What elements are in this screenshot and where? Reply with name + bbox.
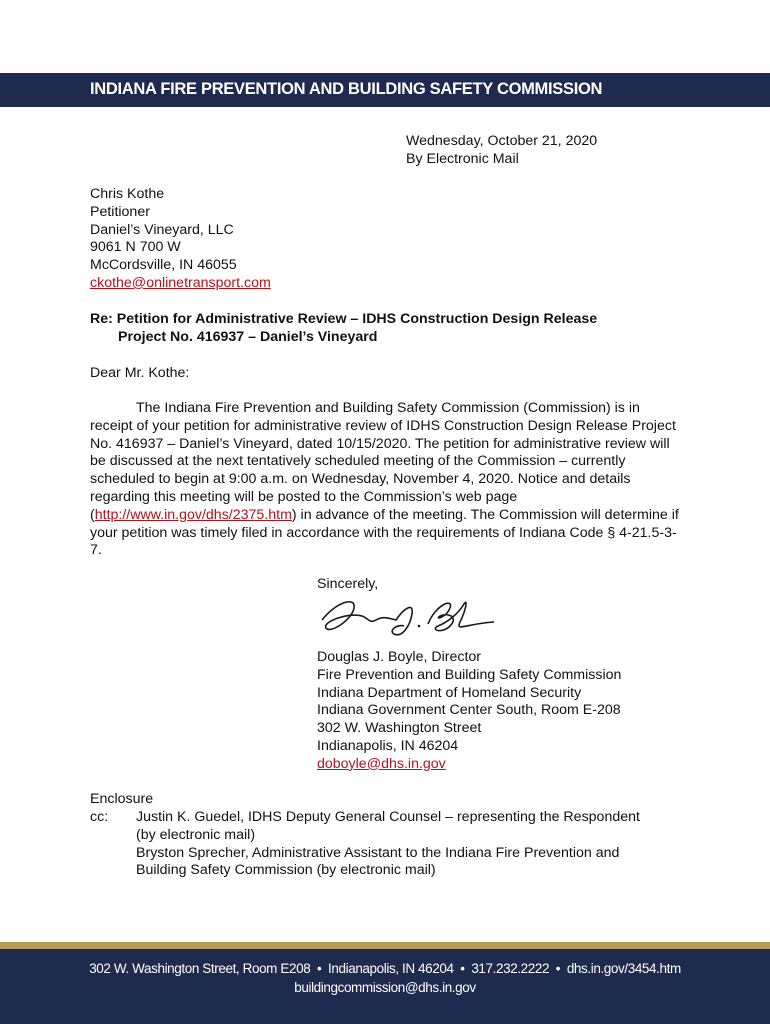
commission-web-link[interactable]: http://www.in.gov/dhs/2375.htm	[94, 506, 292, 523]
footer-email: buildingcommission@dhs.in.gov	[294, 980, 476, 995]
recipient-name: Chris Kothe	[90, 186, 165, 202]
delivery-method: By Electronic Mail	[406, 150, 519, 167]
cc-entry-2-line1: Bryston Sprecher, Administrative Assistant to the Indiana Fire Prevention and	[136, 844, 620, 861]
cc-entry-2-line2: Building Safety Commission (by electronic mail)	[136, 862, 436, 879]
body-paragraph	[90, 400, 682, 560]
cc-entry-1-line2: (by electronic mail)	[136, 826, 256, 843]
subject-line	[90, 311, 597, 347]
letter-date: Wednesday, October 21, 2020	[406, 133, 598, 149]
signer-block	[317, 649, 621, 774]
body-text-part1: The Indiana Fire Prevention and Building Safety Commission (Commission) is in receipt of your petition for administrative review of IDHS Construction Design Release Project No. 416937 – Daniel’s Vineyard, dated 10/15/2020. The petition for administrative review will be discussed at the next tentatively scheduled meeting of the Commission – currently scheduled to begin at 9:00 a.m. on Wednesday, November 4, 2020. Notice and details regarding this meeting will be posted to the Commission’s web page (	[90, 400, 676, 523]
date-block	[406, 133, 597, 169]
subject-line-1: Re: Petition for Administrative Review – IDHS Construction Design Release	[90, 311, 598, 327]
footer-gold-stripe	[0, 942, 770, 949]
cc-list	[136, 809, 696, 880]
cc-entry-1-line1: Justin K. Guedel, IDHS Deputy General Counsel – representing the Respondent	[136, 809, 640, 825]
signer-name: Douglas J. Boyle, Director	[317, 649, 482, 665]
body-text-part2: ) in advance of the meeting. The Commission will determine if your petition was timely filed in accordance with the requirements of Indiana Code § 4-21.5-3-7.	[90, 506, 679, 559]
letterhead-title: INDIANA FIRE PREVENTION AND BUILDING SAFETY COMMISSION	[90, 80, 603, 98]
signer-line3: Indiana Government Center South, Room E-208	[317, 702, 621, 719]
recipient-address-line1: 9061 N 700 W	[90, 239, 181, 256]
signer-line2: Indiana Department of Homeland Security	[317, 684, 582, 701]
signature-image	[318, 594, 498, 646]
signer-line4: 302 W. Washington Street	[317, 720, 482, 737]
recipient-address	[90, 186, 271, 293]
closing: Sincerely,	[317, 576, 379, 592]
recipient-role: Petitioner	[90, 203, 150, 220]
signer-line1: Fire Prevention and Building Safety Commission	[317, 666, 622, 683]
signer-line5: Indianapolis, IN 46204	[317, 737, 459, 754]
recipient-company: Daniel’s Vineyard, LLC	[90, 221, 234, 238]
signer-email-link[interactable]: doboyle@dhs.in.gov	[317, 755, 446, 772]
enclosure-label: Enclosure	[90, 791, 154, 807]
subject-line-2: Project No. 416937 – Daniel’s Vineyard	[118, 328, 378, 345]
cc-label: cc:	[90, 809, 109, 825]
recipient-email-link[interactable]: ckothe@onlinetransport.com	[90, 274, 271, 291]
salutation: Dear Mr. Kothe:	[90, 365, 190, 381]
footer-contact-line: 302 W. Washington Street, Room E208 • Indianapolis, IN 46204 • 317.232.2222 • dhs.in.gov/3454.htm	[89, 961, 681, 976]
recipient-address-line2: McCordsville, IN 46055	[90, 257, 237, 274]
